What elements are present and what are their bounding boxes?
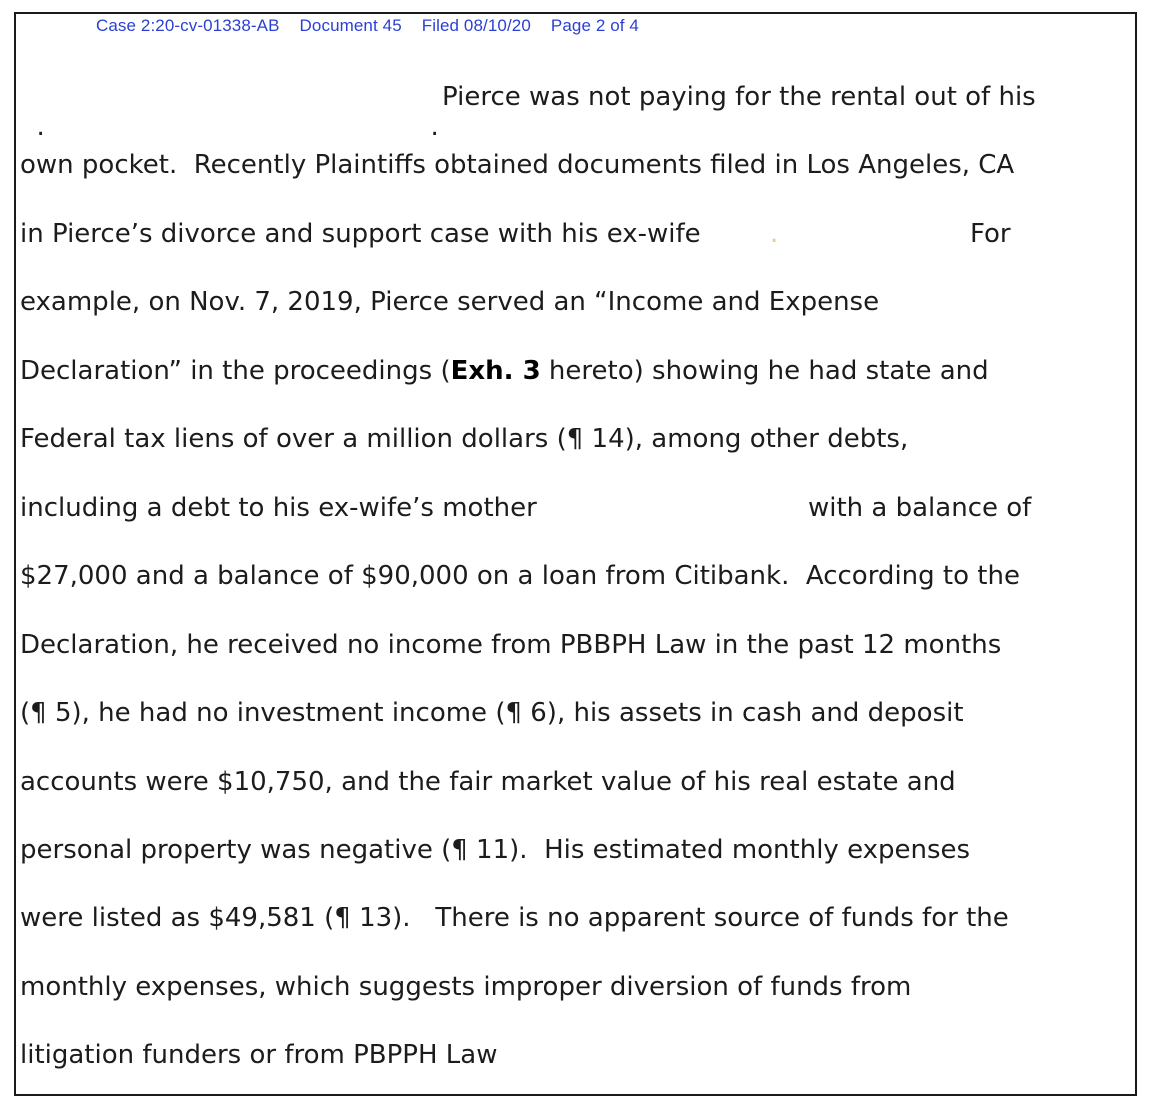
redaction-mark: . — [36, 112, 45, 142]
text-line-11: accounts were $10,750, and the fair market value of his real estate and — [20, 767, 956, 797]
case-number: Case 2:20-cv-01338-AB — [96, 16, 280, 35]
exhibit-reference: Exh. 3 — [450, 356, 541, 386]
text-line-6: Federal tax liens of over a million dollars (¶ 14), among other debts, — [20, 424, 909, 454]
text-line-3 — [20, 219, 701, 249]
text-line-8: $27,000 and a balance of $90,000 on a loan from Citibank. According to the — [20, 561, 1020, 591]
text-line-2: own pocket. Recently Plaintiffs obtained documents filed in Los Angeles, CA — [20, 150, 1015, 180]
text-line-4: example, on Nov. 7, 2019, Pierce served an “Income and Expense — [20, 287, 880, 317]
redaction-mark: . — [770, 219, 779, 249]
text-line-5-a: Declaration” in the proceedings ( — [20, 356, 451, 386]
text-line-3-b: For — [970, 219, 1011, 249]
text-line-5 — [20, 356, 989, 386]
text-line-5-b: hereto) showing he had state and — [540, 356, 989, 386]
page-indicator: Page 2 of 4 — [550, 16, 639, 35]
text-line-1-mark — [414, 82, 439, 142]
text-line-14: monthly expenses, which suggests improper diversion of funds from — [20, 972, 912, 1002]
text-line-3-a: in Pierce’s divorce and support case with his ex-wife — [20, 219, 701, 249]
text-line-15: litigation funders or from PBPPH Law — [20, 1040, 498, 1070]
text-line-7-b: with a balance of — [808, 493, 1032, 523]
text-line-10: (¶ 5), he had no investment income (¶ 6), his assets in cash and deposit — [20, 698, 964, 728]
text-line-9: Declaration, he received no income from PBBPH Law in the past 12 months — [20, 630, 1002, 660]
text-line-13: were listed as $49,581 (¶ 13). There is no apparent source of funds for the — [20, 903, 1009, 933]
text-line-1 — [20, 82, 45, 142]
filed-date: Filed 08/10/20 — [421, 16, 531, 35]
text-line-1-text: Pierce was not paying for the rental out of his — [442, 82, 1036, 112]
document-number: Document 45 — [299, 16, 402, 35]
redaction-mark: . — [430, 112, 439, 142]
ecf-filing-header — [96, 16, 659, 36]
text-line-12: personal property was negative (¶ 11). His estimated monthly expenses — [20, 835, 971, 865]
text-line-7-a: including a debt to his ex-wife’s mother — [20, 493, 537, 523]
